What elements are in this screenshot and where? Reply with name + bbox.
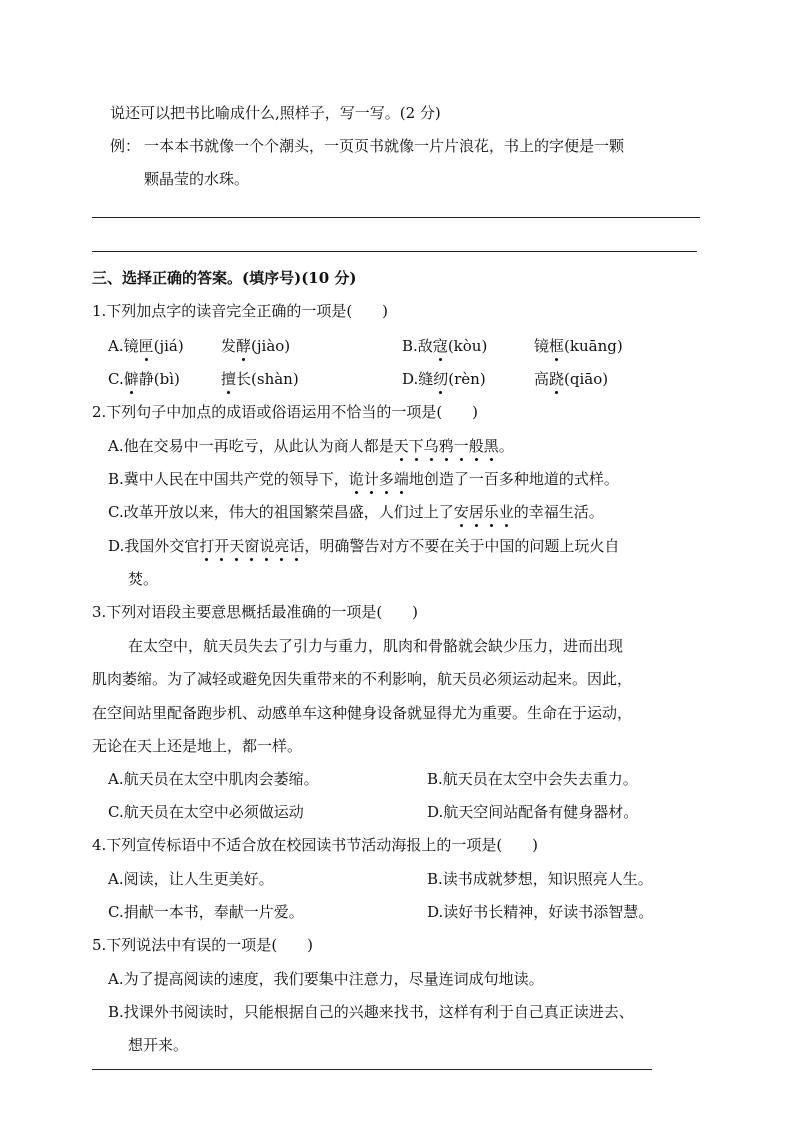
q5-option-a: A.为了提高阅读的速度，我们要集中注意力，尽量连词成句地读。	[108, 970, 544, 988]
question-3-stem	[92, 601, 418, 622]
passage-line-1: 在太空中，航天员失去了引力与重力，肌肉和骨骼就会缺少压力，进而出现	[128, 637, 624, 655]
dotted-char: 开	[214, 537, 230, 555]
dotted-char: 下	[408, 437, 424, 455]
dotted-char: 纫	[433, 370, 449, 388]
question-2-stem	[92, 401, 478, 422]
question-1-close: )	[382, 302, 389, 320]
question-5-stem	[92, 934, 313, 955]
dotted-char: 业	[498, 503, 514, 521]
q4-option-a: A.阅读，让人生更美好。	[108, 870, 274, 888]
question-3-close: )	[412, 603, 419, 621]
q3-option-c: C.航天员在太空中必须做运动	[108, 803, 304, 821]
question-3-text: 3.下列对语段主要意思概括最准确的一项是(	[92, 603, 383, 621]
dotted-char: 擅	[221, 370, 237, 388]
dotted-char: 居	[468, 503, 484, 521]
question-4-text: 4.下列宣传标语中不适合放在校园读书节活动海报上的一项是(	[92, 836, 503, 854]
q1-option-a1: A.镜匣(jiá)	[108, 337, 184, 355]
question-5-text: 5.下列说法中有误的一项是(	[92, 936, 278, 954]
q1-option-b2: 镜框(kuāng)	[534, 337, 623, 355]
dotted-char: 一	[453, 437, 469, 455]
question-5-close: )	[307, 936, 314, 954]
question-1-text: 1.下列加点字的读音完全正确的一项是(	[92, 302, 353, 320]
dotted-char: 打	[199, 537, 215, 555]
dotted-char: 框	[549, 337, 565, 355]
dotted-char: 计	[363, 470, 379, 488]
dotted-char: 乌	[423, 437, 439, 455]
dotted-char: 酵	[236, 337, 252, 355]
dotted-char: 鸦	[438, 437, 454, 455]
dotted-char: 说	[259, 537, 275, 555]
question-1-stem	[92, 300, 388, 321]
dotted-char: 安	[453, 503, 469, 521]
q2-option-b: B.冀中人民在中国共产党的领导下，诡计多端地创造了一百多种地道的式样。	[108, 470, 619, 488]
dotted-char: 匣	[138, 337, 154, 355]
dotted-char: 窗	[244, 537, 260, 555]
question-2-close: )	[472, 403, 479, 421]
q1-option-c1: C.僻静(bì)	[108, 370, 180, 388]
q3-option-a: A.航天员在太空中肌肉会萎缩。	[108, 770, 319, 788]
q4-option-b: B.读书成就梦想，知识照亮人生。	[427, 870, 653, 888]
q5-option-b-line-1: B.找课外书阅读时，只能根据自己的兴趣来找书，这样有利于自己真正读进去、	[108, 1003, 634, 1021]
dotted-char: 般	[468, 437, 484, 455]
q2-option-c: C.改革开放以来，伟大的祖国繁荣昌盛，人们过上了安居乐业的幸福生活。	[108, 503, 604, 521]
dotted-char: 天	[393, 437, 409, 455]
dotted-char: 亮	[274, 537, 290, 555]
example-line-2: 颗晶莹的水珠。	[144, 170, 250, 188]
dotted-char: 话	[289, 537, 305, 555]
q1-option-b1: B.敌寇(kòu)	[402, 337, 488, 355]
q2-option-d: D.我国外交官打开天窗说亮话，明确警告对方不要在关于中国的问题上玩火自	[108, 537, 620, 555]
question-2-text: 2.下列句子中加点的成语或俗语运用不恰当的一项是(	[92, 403, 443, 421]
q2-option-d-line-2: 焚。	[128, 570, 159, 588]
dotted-char: 乐	[483, 503, 499, 521]
q5-option-b-line-2: 想开来。	[128, 1036, 189, 1054]
dotted-char: 寇	[432, 337, 448, 355]
section-title: 三、选择正确的答案。(填序号)(10 分)	[92, 269, 357, 287]
dotted-char: 黑	[483, 437, 499, 455]
answer-line-1[interactable]	[92, 217, 700, 218]
q1-option-a2: 发酵(jiào)	[221, 337, 291, 355]
dotted-char: 诡	[348, 470, 364, 488]
question-4-stem	[92, 834, 538, 855]
q1-option-d1: D.缝纫(rèn)	[402, 370, 486, 388]
dotted-char: 跷	[549, 370, 565, 388]
dotted-char: 端	[393, 470, 409, 488]
q3-option-d: D.航天空间站配备有健身器材。	[427, 803, 639, 821]
answer-line-2[interactable]	[92, 251, 697, 252]
dotted-char: 僻	[123, 370, 139, 388]
dotted-char: 天	[229, 537, 245, 555]
passage-line-2: 肌肉萎缩。为了减轻或避免因失重带来的不利影响，航天员必须运动起来。因此，	[92, 670, 633, 688]
passage-line-4: 无论在天上还是地上，都一样。	[92, 737, 303, 755]
example-label: 例：	[110, 137, 141, 155]
q1-option-c2: 擅长(shàn)	[221, 370, 299, 388]
bottom-rule	[92, 1069, 652, 1070]
q1-option-d2: 高跷(qiāo)	[534, 370, 609, 388]
q2-option-a: A.他在交易中一再吃亏，从此认为商人都是天下乌鸦一般黑。	[108, 437, 514, 455]
q3-option-b: B.航天员在太空中会失去重力。	[427, 770, 638, 788]
question-4-close: )	[532, 836, 539, 854]
dotted-char: 多	[378, 470, 394, 488]
passage-line-3: 在空间站里配备跑步机、动感单车这种健身设备就显得尤为重要。生命在于运动，	[92, 704, 633, 722]
writing-prompt: 说还可以把书比喻成什么,照样子，写一写。(2 分)	[110, 104, 441, 122]
example-line-1: 一本本书就像一个个潮头，一页页书就像一片片浪花，书上的字便是一颗	[144, 137, 625, 155]
q4-option-d: D.读好书长精神，好读书添智慧。	[427, 903, 654, 921]
q4-option-c: C.捐献一本书，奉献一片爱。	[108, 903, 304, 921]
